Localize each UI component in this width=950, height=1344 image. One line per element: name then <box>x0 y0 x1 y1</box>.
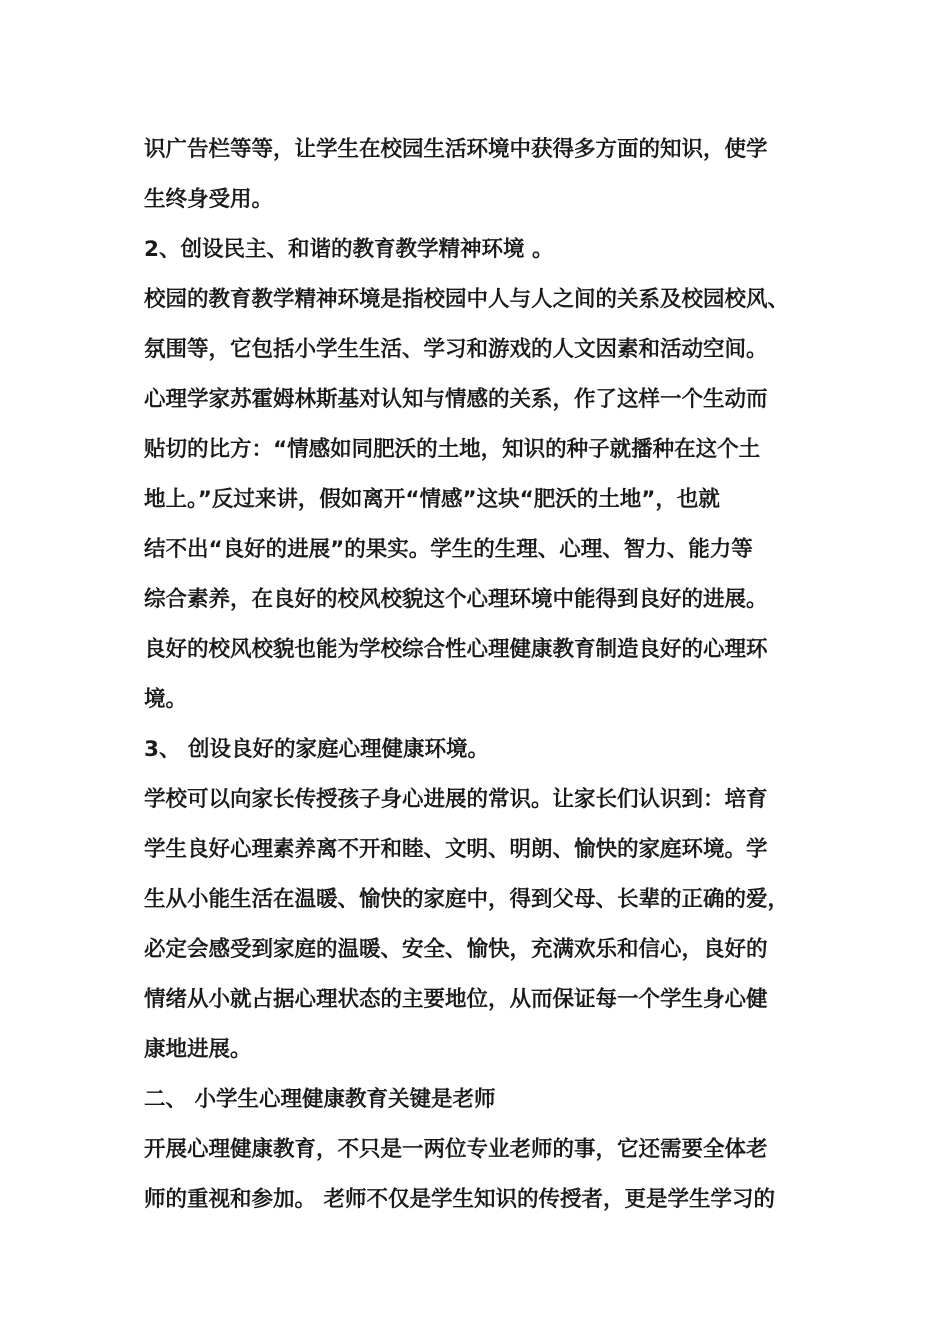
text-line: 师的重视和参加。 老师不仅是学生知识的传授者，更是学生学习的 <box>144 1187 775 1212</box>
text-line: 贴切的比方：“情感如同肥沃的土地，知识的种子就播种在这个土 <box>144 437 761 462</box>
text-line: 生终身受用。 <box>144 187 274 212</box>
text-line: 康地进展。 <box>144 1037 252 1062</box>
document-body <box>144 125 810 1225</box>
text-line: 开展心理健康教育，不只是一两位专业老师的事，它还需要全体老 <box>144 1137 768 1162</box>
section-heading: 3、 创设良好的家庭心理健康环境。 <box>144 737 489 762</box>
text-line: 学校可以向家长传授孩子身心进展的常识。让家长们认识到：培育 <box>144 787 768 812</box>
text-line: 心理学家苏霍姆林斯基对认知与情感的关系，作了这样一个生动而 <box>144 387 768 412</box>
text-line: 境。 <box>144 687 188 712</box>
text-line: 识广告栏等等，让学生在校园生活环境中获得多方面的知识，使学 <box>144 137 768 162</box>
text-line: 地上。”反过来讲，假如离开“情感”这块“肥沃的土地”，也就 <box>144 487 720 512</box>
text-line: 校园的教育教学精神环境是指校园中人与人之间的关系及校园校风、 <box>144 287 790 312</box>
text-line: 情绪从小就占据心理状态的主要地位，从而保证每一个学生身心健 <box>144 987 768 1012</box>
text-line: 学生良好心理素养离不开和睦、文明、明朗、愉快的家庭环境。学 <box>144 837 768 862</box>
text-line: 良好的校风校貌也能为学校综合性心理健康教育制造良好的心理环 <box>144 637 768 662</box>
text-line: 必定会感受到家庭的温暖、安全、愉快，充满欢乐和信心，良好的 <box>144 937 768 962</box>
chapter-heading: 二、 小学生心理健康教育关键是老师 <box>144 1087 496 1112</box>
text-line: 生从小能生活在温暖、愉快的家庭中，得到父母、长辈的正确的爱， <box>144 887 790 912</box>
text-line: 氛围等，它包括小学生生活、学习和游戏的人文因素和活动空间。 <box>144 337 768 362</box>
section-heading: 2、创设民主、和谐的教育教学精神环境 。 <box>144 237 554 262</box>
text-line: 综合素养，在良好的校风校貌这个心理环境中能得到良好的进展。 <box>144 587 768 612</box>
text-line: 结不出“良好的进展”的果实。学生的生理、心理、智力、能力等 <box>144 537 753 562</box>
